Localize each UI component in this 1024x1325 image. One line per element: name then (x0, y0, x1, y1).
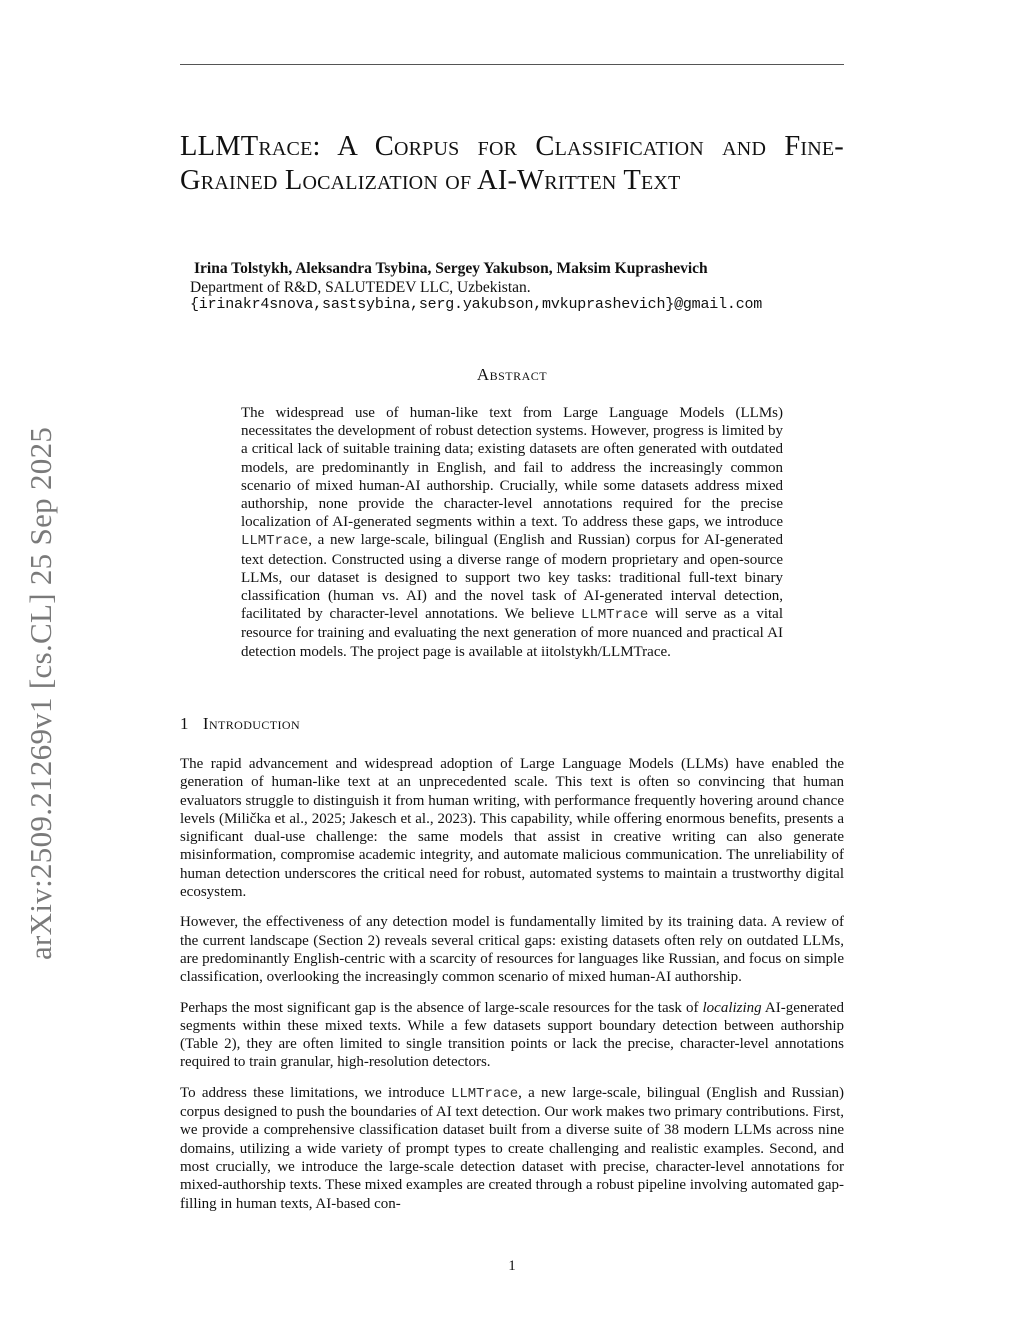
dataset-name: LLMTrace (450, 1085, 519, 1102)
abstract-text: , a new large-scale, bilingual (English and Russian) corpus for AI-generated text detection. Constructed using a diverse range of modern proprietary and open-source LLMs, our dataset is designed to support two key tasks: traditional full-text binary classification (human vs. AI) and the novel task of AI-generated interval detection, facilitated by character-level annotations. We believe (241, 532, 783, 623)
abstract-text: The widespread use of human-like text from Large Language Models (LLMs) necessitates the development of robust detection systems. However, progress is limited by a critical lack of suitable training data; existing datasets are often generated with outdated models, are predominantly in English, and fail to address the increasingly common scenario of mixed human-AI authorship. Crucially, while some datasets address mixed authorship, none provide the character-level annotations required for the precise localization of AI-generated segments within a text. To address these gaps, we introduce (241, 405, 783, 531)
section-number: 1 (180, 714, 189, 733)
paragraph-text: AI-generated segments within these mixed texts. While a few datasets support boundary detection between authorship (Table 2), they are often limited to single transition points or lack the precise, character-level annotations required to train granular, high-resolution detectors. (180, 999, 844, 1071)
section-body (180, 755, 844, 1225)
paragraph-text: Perhaps the most significant gap is the absence of large-scale resources for the task of (180, 999, 703, 1016)
author-list: Irina Tolstykh, Aleksandra Tsybina, Sergey Yakubson, Maksim Kuprashevich (194, 260, 708, 277)
paragraph (180, 1084, 844, 1213)
section-heading (180, 714, 300, 734)
paragraph-text: , a new large-scale, bilingual (English and Russian) corpus designed to push the boundaries of AI text detection. Our work makes two primary contributions. First, we provide a comprehensive classification dataset built from a diverse suite of 38 modern LLMs across nine domains, utilizing a wide variety of prompt types to create challenging and realistic examples. Second, and most crucially, we introduce the large-scale detection dataset with precise, character-level annotations for mixed-authorship texts. These mixed examples are created through a robust pipeline involving automated gap-filling in human texts, AI-based con- (180, 1084, 844, 1212)
paper-title: LLMTrace: A Corpus for Classification and Fine-Grained Localization of AI-Written Text (180, 131, 844, 196)
affiliation: Department of R&D, SALUTEDEV LLC, Uzbekistan. (190, 279, 531, 296)
paragraph-text: To address these limitations, we introduce (180, 1084, 451, 1101)
top-rule (180, 64, 844, 65)
emphasis-text: localizing (702, 999, 762, 1016)
arxiv-identifier: arXiv:2509.21269v1 [cs.CL] 25 Sep 2025 (23, 426, 58, 960)
paragraph: However, the effectiveness of any detection model is fundamentally limited by its training data. A review of the current landscape (Section 2) reveals several critical gaps: existing datasets often rely on outdated LLMs, are predominantly English-centric with a scarcity of resources for languages like Russian, and focus on simple classification, overlooking the increasingly common scenario of mixed human-AI authorship. (180, 914, 844, 986)
abstract-text: will serve as a vital resource for training and evaluating the next generation of more nuanced and practical AI detection models. The project page is available at iitolstykh/LLMTrace. (241, 606, 784, 660)
paragraph: The rapid advancement and widespread adoption of Large Language Models (LLMs) have enabled the generation of human-like text at an unprecedented scale. This text is often so convincing that human evaluators struggle to distinguish it from human writing, with performance frequently hovering around chance levels (Milička et al., 2025; Jakesch et al., 2023). This capability, while offering enormous benefits, presents a significant dual-use challenge: the same models that assist in creative writing can also generate misinformation, compromise academic integrity, and automate malicious communication. The unreliability of human detection underscores the critical need for robust, automated systems to maintain a trustworthy digital ecosystem. (180, 756, 844, 901)
abstract-body (241, 404, 783, 661)
paragraph (180, 999, 844, 1072)
section-title: Introduction (202, 714, 301, 733)
page-number: 1 (508, 1258, 516, 1274)
author-emails: {irinakr4snova,sastsybina,serg.yakubson,mvkuprashevich}@gmail.com (190, 296, 763, 313)
dataset-name: LLMTrace (581, 607, 649, 624)
abstract-heading: Abstract (476, 365, 548, 384)
dataset-name: LLMTrace (241, 533, 309, 550)
